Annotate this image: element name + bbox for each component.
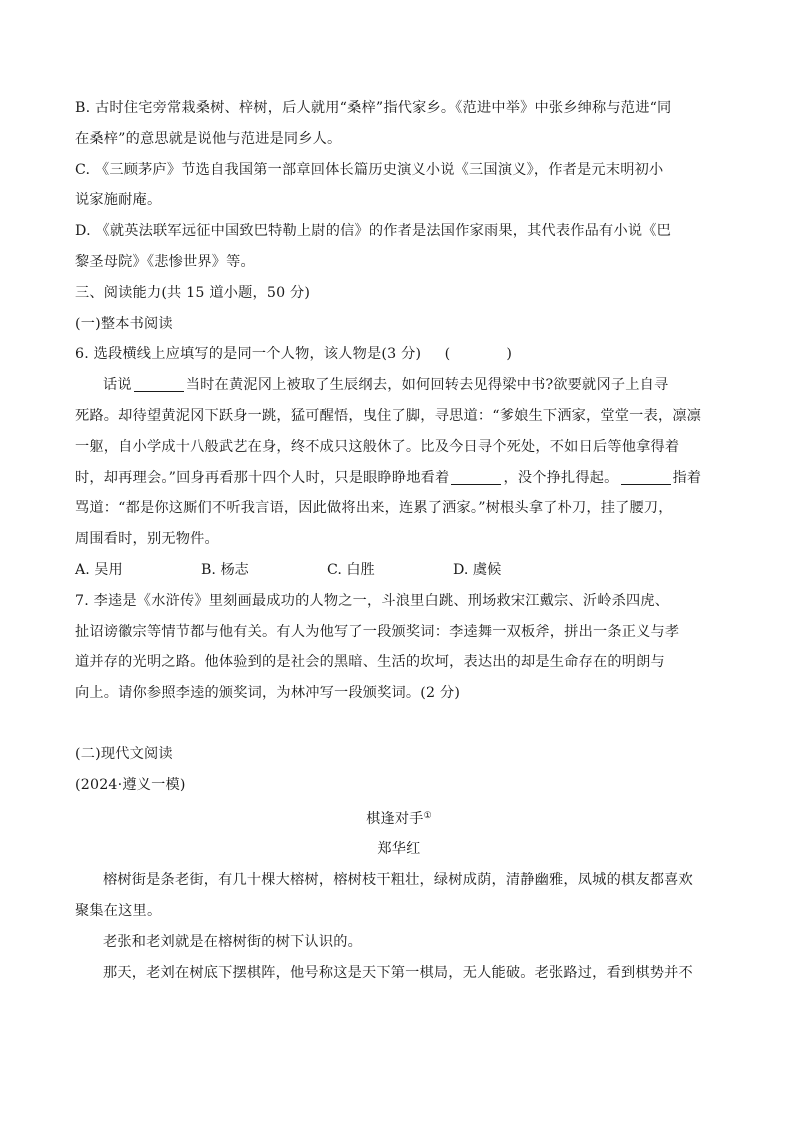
q6-text: 当时在黄泥冈上被取了生辰纲去，如何回转去见得梁中书?欲要就冈子上自寻 [185, 377, 669, 394]
option-d-line2: 黎圣母院》《悲惨世界》等。 [75, 253, 255, 270]
part3-heading: 三、阅读能力(共 15 道小题，50 分) [75, 284, 311, 301]
option-c[interactable]: C. 白胜 [327, 561, 375, 578]
footnote-marker: ① [423, 810, 432, 821]
q6-passage-line1 [75, 370, 723, 401]
q7-line1: 7. 李逵是《水浒传》里刻画最成功的人物之一，斗浪里白跳、刑场救宋江戴宗、沂岭杀四虎、 [75, 592, 670, 609]
q6-options [75, 555, 723, 586]
q6-text: 指着 [672, 469, 702, 486]
option-c-line2: 说家施耐庵。 [75, 192, 162, 209]
q6-stem-text: 6. 选段横线上应填写的是同一个人物，该人物是(3 分) [75, 346, 422, 363]
option-d[interactable]: D. 虞候 [453, 561, 502, 578]
q6-text: 时，却再理会。”回身再看那十四个人时，只是眼睁睁地看着 [75, 469, 450, 486]
sub-section-whole-book: (一)整本书阅读 [75, 315, 173, 332]
fill-blank[interactable] [451, 470, 501, 485]
q7-line4: 向上。请你参照李逵的颁奖词，为林冲写一段颁奖词。(2 分) [75, 685, 461, 702]
option-b-line2: 在桑梓”的意思就是说他与范进是同乡人。 [75, 130, 342, 147]
option-c-line1: C. 《三顾茅庐》节选自我国第一部章回体长篇历史演义小说《三国演义》，作者是元末明初小 [75, 161, 664, 178]
answer-space[interactable] [75, 709, 723, 739]
article-paragraph-2: 老张和老刘就是在榕树街的树下认识的。 [103, 933, 362, 950]
option-d-line1: D. 《就英法联军远征中国致巴特勒上尉的信》的作者是法国作家雨果，其代表作品有小说《巴 [75, 223, 671, 240]
article-author: 郑华红 [377, 841, 421, 858]
answer-paren-close: ) [506, 346, 513, 363]
sub-section-modern-reading: (二)现代文阅读 [75, 745, 173, 762]
q6-passage-line6: 周围看时，别无物件。 [75, 531, 219, 548]
q6-text: 话说 [103, 377, 132, 394]
q6-stem [75, 339, 723, 370]
q7-line3: 道并存的光明之路。他体验到的是社会的黑暗、生活的坎坷，表达出的却是生命存在的明朗与 [75, 654, 665, 671]
q6-passage-line3: 一躯，自小学成十八般武艺在身，终不成只这般休了。比及今日寻个死处，不如日后等他拿得着 [75, 438, 680, 455]
q6-passage-line2: 死路。却待望黄泥冈下跃身一跳，猛可醒悟，曳住了脚，寻思道：“爹娘生下洒家，堂堂一表，凛凛 [75, 407, 702, 424]
answer-paren-open: ( [444, 346, 451, 363]
source-note: (2024·遵义一模) [75, 776, 186, 793]
q6-passage-line4 [75, 463, 723, 494]
article-paragraph-1a: 榕树街是条老街，有几十棵大榕树，榕树枝干粗壮，绿树成荫，清静幽雅，凤城的棋友都喜欢 [103, 872, 693, 889]
q6-passage-line5: 骂道：“都是你这厮们不听我言语，因此做将出来，连累了洒家。”树根头拿了朴刀，挂了腰刀， [75, 500, 673, 517]
article-paragraph-3: 那天，老刘在树底下摆棋阵，他号称这是天下第一棋局，无人能破。老张路过，看到棋势并不 [103, 964, 693, 981]
q6-text: ，没个挣扎得起。 [503, 469, 619, 486]
option-b[interactable]: B. 杨志 [201, 561, 249, 578]
article-title [75, 801, 723, 835]
option-a[interactable]: A. 吴用 [75, 561, 123, 578]
q7-line2: 扯诏谤徽宗等情节都与他有关。有人为他写了一段颁奖词：李逵舞一双板斧，拼出一条正义与孝 [75, 623, 680, 640]
page-content [75, 93, 723, 988]
fill-blank[interactable] [134, 377, 184, 392]
article-title-text: 棋逢对手 [366, 810, 424, 827]
article-paragraph-1b: 聚集在这里。 [75, 902, 162, 919]
option-b-line1: B. 古时住宅旁常栽桑树、梓树，后人就用“桑梓”指代家乡。《范进中举》中张乡绅称与范进“同 [75, 100, 672, 116]
fill-blank[interactable] [621, 470, 671, 485]
